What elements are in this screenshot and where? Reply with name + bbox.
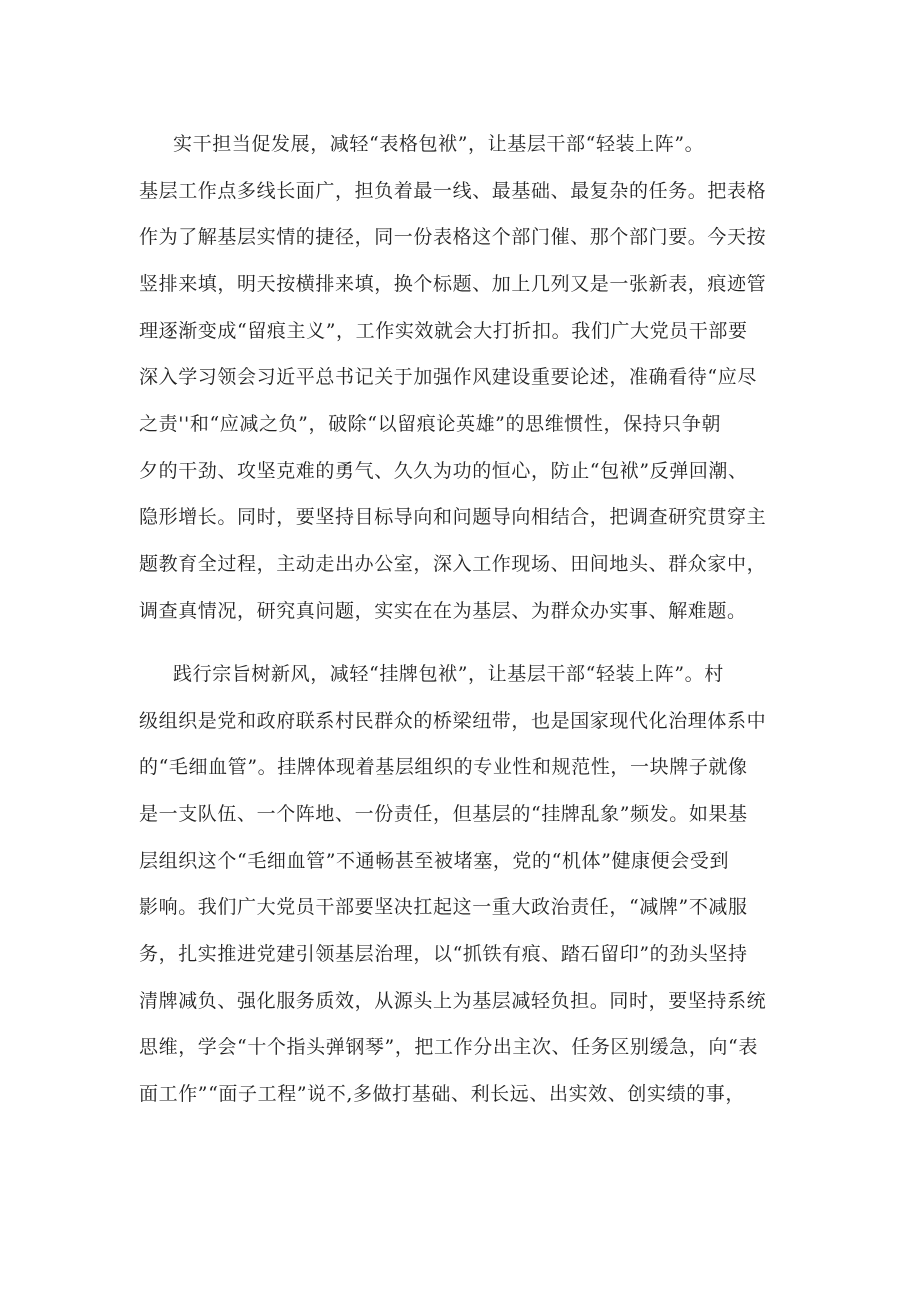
paragraph-1-line-5: 理逐渐变成“留痕主义”，工作实效就会大打折扣。我们广大党员干部要: [139, 320, 748, 342]
paragraph-1-line-7: 之责''和“应减之负”，破除“以留痕论英雄”的思维惯性，保持只争朝: [139, 413, 722, 435]
paragraph-2-line-8: 清牌减负、强化服务质效，从源头上为基层减轻负担。同时，要坚持系统: [139, 990, 767, 1012]
paragraph-2-line-4: 是一支队伍、一个阵地、一份责任，但基层的“挂牌乱象”频发。如果基: [139, 803, 748, 825]
paragraph-1-line-9: 隐形增长。同时，要坚持目标导向和问题导向相结合，把调查研究贯穿主: [139, 506, 767, 528]
paragraph-1-line-8: 夕的干劲、攻坚克难的勇气、久久为功的恒心，防止“包袱”反弹回潮、: [139, 460, 748, 482]
paragraph-1-line-2: 基层工作点多线长面广，担负着最一线、最基础、最复杂的任务。把表格: [139, 180, 767, 202]
paragraph-2-line-2: 级组织是党和政府联系村民群众的桥梁纽带，也是国家现代化治理体系中: [139, 710, 767, 732]
paragraph-2-line-6: 影响。我们广大党员干部要坚决扛起这一重大政治责任，“减牌”不减服: [139, 896, 748, 918]
paragraph-2-line-5: 层组织这个“毛细血管”不通畅甚至被堵塞，党的“机体”健康便会受到: [139, 850, 730, 872]
paragraph-2-line-1: 践行宗旨树新风，减轻“挂牌包袱”，让基层干部“轻装上阵”。村: [173, 663, 724, 685]
paragraph-1-line-1: 实干担当促发展，减轻“表格包袱”，让基层干部“轻装上阵”。: [173, 133, 705, 155]
paragraph-1-line-6: 深入学习领会习近平总书记关于加强作风建设重要论述，准确看待“应尽: [139, 366, 757, 388]
paragraph-2-line-9: 思维，学会“十个指头弹钢琴”，把工作分出主次、任务区别缓急，向“表: [139, 1036, 758, 1058]
paragraph-2-line-3: 的“毛细血管”。挂牌体现着基层组织的专业性和规范性，一块牌子就像: [139, 756, 748, 778]
paragraph-2-line-10: 面工作”“面子工程”说不,多做打基础、利长远、出实效、创实绩的事，: [139, 1083, 745, 1105]
paragraph-1-line-10: 题教育全过程，主动走出办公室，深入工作现场、田间地头、群众家中，: [139, 553, 767, 575]
paragraph-1-line-11: 调查真情况，研究真问题，实实在在为基层、为群众办实事、解难题。: [139, 600, 747, 622]
paragraph-1-line-4: 竖排来填，明天按横排来填，换个标题、加上几列又是一张新表，痕迹管: [139, 273, 767, 295]
paragraph-1-line-3: 作为了解基层实情的捷径，同一份表格这个部门催、那个部门要。今天按: [139, 226, 767, 248]
paragraph-2-line-7: 务，扎实推进党建引领基层治理，以“抓铁有痕、踏石留印”的劲头坚持: [139, 943, 748, 965]
